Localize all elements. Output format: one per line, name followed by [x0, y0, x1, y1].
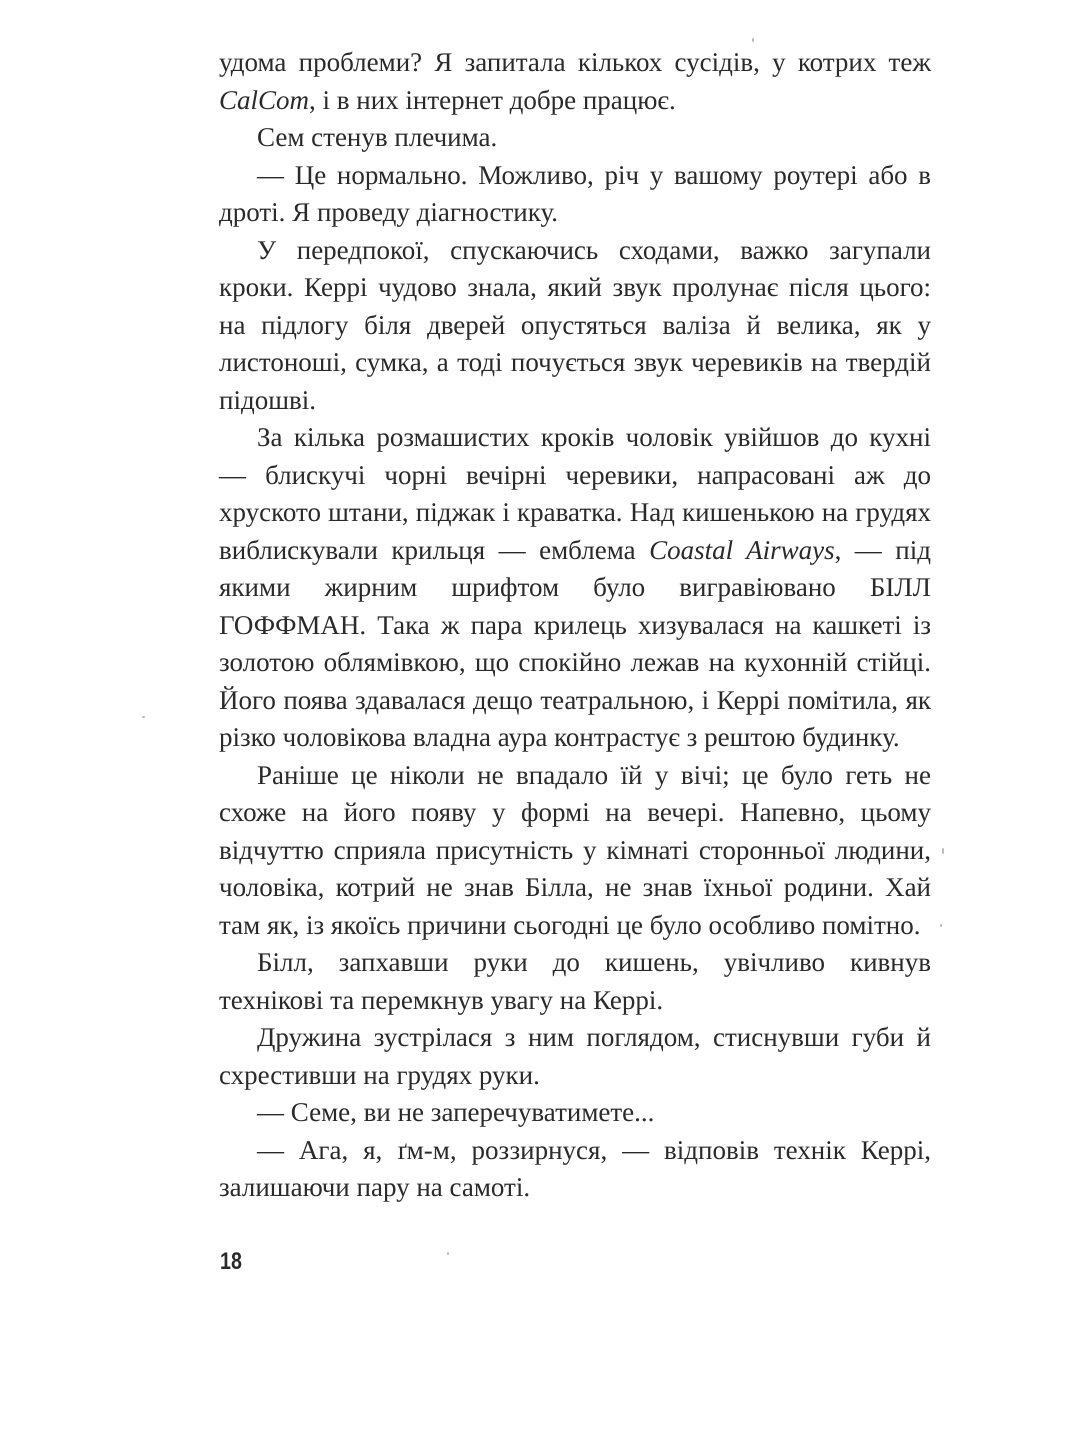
paragraph: За кілька розмашистих кроків чоловік увійшов до кухні — блискучі чорні вечірні черевики, напрасовані аж до хруското штани, піджак і краватка. Над кишенькою на грудях виблискували крильця — емблема Coastal Airways, — під якими жирним шрифтом було вигравіювано БІЛЛ ГОФФМАН. Така ж пара крилець хизувалася на кашкеті із золотою облямівкою, що спокійно лежав на кухонній стійці. Його поява здавалася дещо театральною, і Керрі помітила, як різко чоловікова владна аура контрастує з рештою будинку. [219, 422, 931, 752]
scan-speck [447, 1252, 449, 1255]
paragraph: Сем стенув плечима. [257, 122, 498, 152]
paragraph: Дружина зустрілася з ним поглядом, стиснувши губи й схрестивши на грудях руки. [219, 1022, 931, 1090]
page-number: 18 [220, 1248, 242, 1275]
scan-speck [942, 848, 944, 854]
body-text [219, 44, 931, 1207]
scan-speck [752, 38, 754, 42]
paragraph: У передпокої, спускаючись сходами, важко загупали кроки. Керрі чудово знала, який звук пролунає після цього: на підлогу біля дверей опустяться валіза й велика, як у листоноші, сумка, а тоді почується звук черевиків на твердій підошві. [219, 234, 931, 415]
paragraph: — Ага, я, ґм-м, роззирнуся, — відповів технік Керрі, залишаючи пару на самоті. [219, 1134, 931, 1202]
paragraph: — Семе, ви не заперечуватимете... [257, 1097, 655, 1127]
scan-speck [142, 716, 145, 718]
paragraph: Білл, запхавши руки до кишень, увічливо кивнув технікові та перемкнув увагу на Керрі. [219, 947, 931, 1015]
paragraph: удома проблеми? Я запитала кількох сусідів, у котрих теж CalCom, і в них інтернет добре працює. [219, 47, 931, 115]
scan-speck [940, 924, 942, 927]
paragraph: Раніше це ніколи не впадало їй у вічі; це було геть не схоже на його появу у формі на вечері. Напевно, цьому відчуттю сприяла присутність у кімнаті сторонньої людини, чоловіка, котрий не знав Білла, не знав їхньої родини. Хай там як, із якоїсь причини сьогодні це було особливо помітно. [219, 759, 931, 940]
paragraph: — Це нормально. Можливо, річ у вашому роутері або в дроті. Я проведу діагностику. [219, 159, 931, 227]
